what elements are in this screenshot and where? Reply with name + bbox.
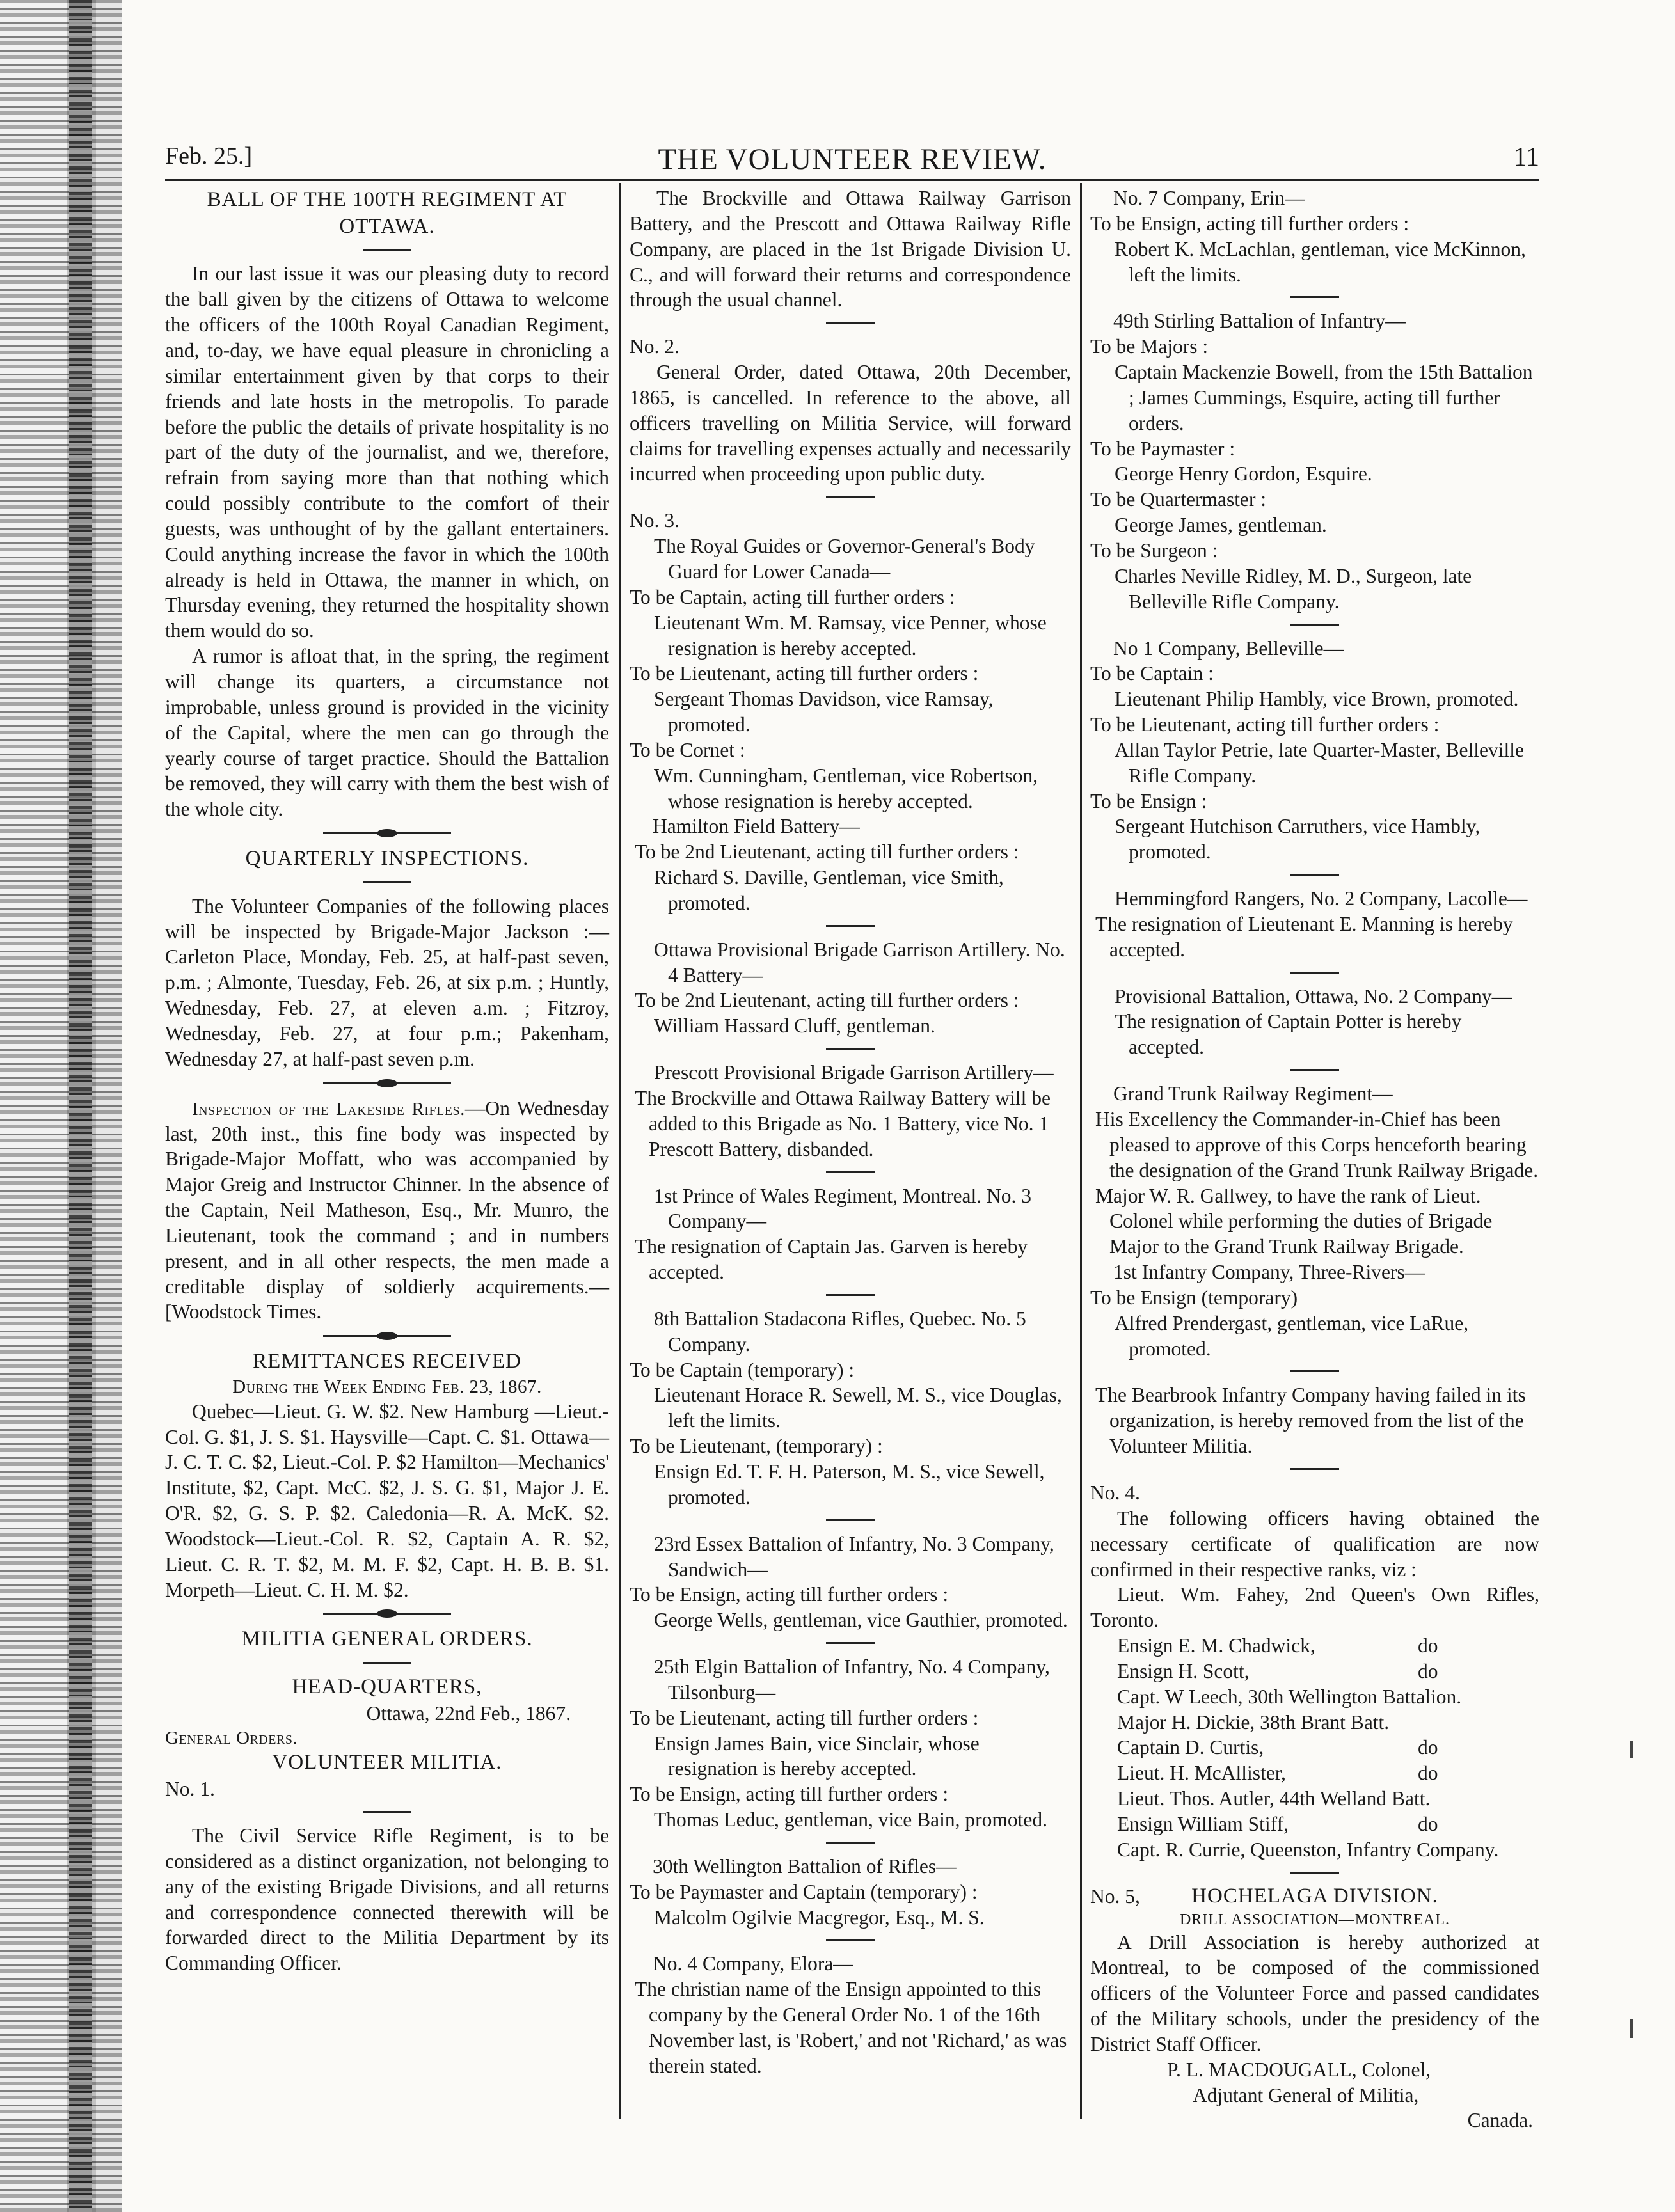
separator <box>1290 1872 1339 1874</box>
quarterly-heading: QUARTERLY INSPECTIONS. <box>245 847 529 871</box>
appointee: George James, gentleman. <box>1115 514 1327 537</box>
signature-name: P. L. MACDOUGALL, Colonel, <box>1167 2058 1431 2081</box>
hochelaga-heading: HOCHELAGA DIVISION. <box>1191 1884 1438 1908</box>
ornament-rule <box>323 1082 451 1084</box>
header-rule <box>165 179 1539 181</box>
appointee: Robert K. McLachlan, gentleman, vice McKinnon, left the limits. <box>1115 237 1526 286</box>
appointee: Richard S. Daville, Gentleman, vice Smith, promoted. <box>654 866 1004 914</box>
separator <box>1290 624 1339 626</box>
separator <box>826 322 875 324</box>
issue-date: Feb. 25.] <box>165 143 253 170</box>
order-text: His Excellency the Commander-in-Chief has been pleased to approve of this Corps henceforth bearing the designation of the Grand Trunk Railway Brigade. <box>1095 1108 1539 1181</box>
order-number: No. 1. <box>165 1778 215 1801</box>
unit-title: Hamilton Field Battery— <box>653 815 860 838</box>
separator <box>363 1811 411 1813</box>
appointment: To be Lieutenant, acting till further orders : <box>1090 713 1440 736</box>
unit-title: Ottawa Provisional Brigade Garrison Artillery. No. 4 Battery— <box>654 938 1065 986</box>
appointment: To be Lieutenant, (temporary) : <box>630 1435 883 1458</box>
separator <box>1290 972 1339 974</box>
ornament-rule <box>323 832 451 834</box>
appointment: To be Lieutenant, acting till further orders : <box>630 1706 979 1729</box>
separator <box>826 1519 875 1521</box>
appointee: Captain Mackenzie Bowell, from the 15th Battalion ; James Cummings, Esquire, acting till further orders. <box>1115 361 1533 434</box>
officer-row <box>1090 1659 1539 1684</box>
separator <box>1290 874 1339 876</box>
ditto-mark: do <box>1418 1762 1438 1785</box>
separator <box>826 1939 875 1941</box>
appointment: To be Lieutenant, acting till further orders : <box>630 662 979 685</box>
binding-edge <box>0 0 122 2212</box>
officer-name: Captain D. Curtis, <box>1117 1736 1264 1759</box>
order-text: The Brockville and Ottawa Railway Battery will be added to this Brigade as No. 1 Battery, vice No. 1 Prescott Battery, disbanded. <box>635 1087 1051 1160</box>
appointee: Thomas Leduc, gentleman, vice Bain, promoted. <box>654 1808 1047 1831</box>
appointment: To be Surgeon : <box>1090 539 1218 562</box>
separator <box>1290 1370 1339 1372</box>
unit-title: Prescott Provisional Brigade Garrison Artillery— <box>654 1061 1054 1084</box>
appointment: To be Paymaster and Captain (temporary) : <box>630 1880 978 1903</box>
unit-title: 1st Prince of Wales Regiment, Montreal. No. 3 Company— <box>654 1184 1032 1233</box>
separator <box>826 1842 875 1844</box>
appointment: To be Quartermaster : <box>1090 488 1267 511</box>
officer-name: Ensign H. Scott, <box>1117 1659 1250 1682</box>
column-1 <box>165 186 609 1976</box>
officer-row <box>1090 1812 1539 1837</box>
appointment: To be Captain : <box>1090 662 1214 685</box>
order-number: No. 2. <box>630 335 679 358</box>
unit-title: No 1 Company, Belleville— <box>1113 636 1344 660</box>
appointee: Lieutenant Horace R. Sewell, M. S., vice Douglas, left the limits. <box>654 1384 1062 1432</box>
officer-entry: Lieut. Wm. Fahey, 2nd Queen's Own Rifles, Toronto. <box>1090 1583 1539 1632</box>
order-text: The Brockville and Ottawa Railway Garrison Battery, and the Prescott and Ottawa Railway Rifle Company, are placed in the 1st Brigade Division U. C., and will forward their returns and correspondence through the usual channel. <box>630 187 1071 312</box>
appointment: To be Ensign, acting till further orders : <box>630 1583 949 1606</box>
appointment: To be Cornet : <box>630 738 745 761</box>
ornament-rule <box>323 1613 451 1615</box>
remittances-list: Quebec—Lieut. G. W. $2. New Hamburg —Lieut.-Col. G. $1, J. S. $1. Haysville—Capt. C. $1. Ottawa—J. C. T. C. $2, Lieut.-Col. P. $2 Hamilton—Mechanics' Institute, $2, Capt. McC. $2, J. S. G. $1, Major J. E. O'R. $2, G. S. P. $2. Caledonia—R. A. McK. $2. Woodstock—Lieut.-Col. R. $2, Captain A. R. $2, Lieut. C. R. T. $2, M. M. F. $2, Capt. H. B. B. $1. Morpeth—Lieut. C. H. M. $2. <box>165 1400 609 1601</box>
page-number: 11 <box>1513 143 1539 172</box>
separator <box>1290 296 1339 298</box>
unit-title: Hemmingford Rangers, No. 2 Company, Lacolle— <box>1115 887 1528 910</box>
hq-heading: HEAD-QUARTERS, <box>292 1675 482 1699</box>
column-rule-1 <box>619 183 621 2119</box>
officer-row <box>1090 1786 1539 1812</box>
separator <box>363 881 411 883</box>
ball-paragraph: A rumor is afloat that, in the spring, the regiment will change its quarters, a circumstance not improbable, unless ground is provided in the vicinity of the Capital, where the men can go through the yearly course of target practice. Should the Battalion be removed, they will carry with them the best wish of the whole city. <box>165 645 609 821</box>
officer-name: Major H. Dickie, 38th Brant Batt. <box>1117 1710 1390 1734</box>
hochelaga-subheading: DRILL ASSOCIATION—MONTREAL. <box>1179 1911 1450 1929</box>
appointee: Sergeant Thomas Davidson, vice Ramsay, promoted. <box>654 688 994 736</box>
separator <box>826 496 875 498</box>
appointee: Sergeant Hutchison Carruthers, vice Hambly, promoted. <box>1115 815 1481 864</box>
orders-heading: MILITIA GENERAL ORDERS. <box>241 1627 533 1651</box>
order-number: No. 4. <box>1090 1481 1140 1504</box>
appointee: Allan Taylor Petrie, late Quarter-Master, Belleville Rifle Company. <box>1115 738 1524 787</box>
quarterly-paragraph: The Volunteer Companies of the following places will be inspected by Brigade-Major Jackson :—Carleton Place, Monday, Feb. 25, at half-past seven, p.m. ; Almonte, Tuesday, Feb. 26, at six p.m. ; Huntly, Wednesday, Feb. 27, at eleven a.m. ; Fitzroy, Wednesday, Feb. 27, at four p.m.; Pakenham, Wednesday 27, at half-past seven p.m. <box>165 894 609 1070</box>
unit-title: 49th Stirling Battalion of Infantry— <box>1113 310 1406 333</box>
ditto-mark: do <box>1418 1634 1438 1657</box>
unit-title: No. 7 Company, Erin— <box>1113 187 1305 209</box>
signature-title: Adjutant General of Militia, <box>1193 2083 1419 2106</box>
order-text: The Civil Service Rifle Regiment, is to be considered as a distinct organization, not belonging to any of the existing Brigade Divisions, and all returns and correspondence connected therewith will be forwarded direct to the Militia Department by its Commanding Officer. <box>165 1824 609 1975</box>
officer-name: Ensign William Stiff, <box>1117 1812 1289 1835</box>
newspaper-title: THE VOLUNTEER REVIEW. <box>658 143 1047 176</box>
ditto-mark: do <box>1418 1736 1438 1759</box>
unit-title: The Royal Guides or Governor-General's Body Guard for Lower Canada— <box>654 535 1035 583</box>
lakeside-lead: Inspection of the Lakeside Rifles. <box>192 1098 465 1119</box>
officer-row <box>1090 1760 1539 1786</box>
column-3 <box>1090 186 1539 2133</box>
officer-name: Capt. W Leech, 30th Wellington Battalion. <box>1117 1685 1462 1708</box>
unit-title: No. 4 Company, Elora— <box>653 1952 853 1975</box>
lakeside-text: —On Wednesday last, 20th inst., this fine body was inspected by Brigade-Major Moffatt, who was accompanied by Major Greig and Instructor Chinner. In the absence of the Captain, Neil Matheson, Esq., Mr. Munro, the Lieutenant, took the command ; and in numbers present, and in all other respects, the men made a creditable display of soldierly acquirements.—[Woodstock Times. <box>165 1096 609 1323</box>
appointment: To be Majors : <box>1090 335 1209 358</box>
appointee: Ensign James Bain, vice Sinclair, whose resignation is hereby accepted. <box>654 1732 980 1780</box>
order-text: The christian name of the Ensign appointed to this company by the General Order No. 1 of the 16th November last, is 'Robert,' and not 'Richard,' as was therein stated. <box>635 1978 1067 2077</box>
appointment: To be Paymaster : <box>1090 437 1235 460</box>
officer-row <box>1090 1633 1539 1659</box>
order-text: The following officers having obtained the necessary certificate of qualification are now confirmed in their respective ranks, viz : <box>1090 1506 1539 1581</box>
separator <box>363 1662 411 1664</box>
officer-name: Lieut. Thos. Autler, 44th Welland Batt. <box>1117 1787 1431 1810</box>
officer-row <box>1090 1735 1539 1760</box>
volunteer-militia-heading: VOLUNTEER MILITIA. <box>272 1751 502 1774</box>
unit-title: 1st Infantry Company, Three-Rivers— <box>1113 1261 1425 1284</box>
appointee: William Hassard Cluff, gentleman. <box>654 1015 935 1038</box>
ball-heading: BALL OF THE 100TH REGIMENT AT OTTAWA. <box>207 188 568 238</box>
separator <box>363 249 411 251</box>
appointee: Malcolm Ogilvie Macgregor, Esq., M. S. <box>654 1906 985 1929</box>
page-header <box>165 142 1539 180</box>
margin-mark <box>1630 1741 1633 1758</box>
officer-list <box>1090 1633 1539 1837</box>
separator <box>826 925 875 927</box>
general-orders-label: General Orders. <box>165 1727 298 1748</box>
hq-date: Ottawa, 22nd Feb., 1867. <box>366 1702 571 1725</box>
column-2 <box>630 186 1071 2079</box>
separator <box>826 1642 875 1644</box>
separator <box>1290 1069 1339 1071</box>
appointee: Charles Neville Ridley, M. D., Surgeon, late Belleville Rifle Company. <box>1115 564 1472 613</box>
officer-row <box>1090 1710 1539 1735</box>
margin-mark <box>1630 2019 1633 2038</box>
ball-paragraph: In our last issue it was our pleasing duty to record the ball given by the citizens of Ottawa to welcome the officers of the 100th Royal Canadian Regiment, and, to-day, we have equal pleasure in chronicling a similar entertainment given by that corps to their friends and late hosts in the metropolis. To parade before the public the details of private hospitality is no part of the duty of the journalist, and we, therefore, refrain from saying more than that nothing which could possibly contribute to the comfort of their guests, was unthought of by the gallant entertainers. Could anything increase the favor in which the 100th already is held in Ottawa, the manner in which, on Thursday evening, they returned the hospitality shown them would do so. <box>165 262 609 642</box>
unit-title: Grand Trunk Railway Regiment— <box>1113 1082 1393 1105</box>
separator <box>826 1294 875 1296</box>
order-text: The resignation of Captain Jas. Garven is hereby accepted. <box>635 1235 1028 1284</box>
ditto-mark: do <box>1418 1812 1438 1835</box>
officer-name: Lieut. H. McAllister, <box>1117 1762 1286 1785</box>
appointee: Lieutenant Wm. M. Ramsay, vice Penner, whose resignation is hereby accepted. <box>654 611 1047 660</box>
unit-title: 25th Elgin Battalion of Infantry, No. 4 Company, Tilsonburg— <box>654 1655 1050 1703</box>
appointment: To be 2nd Lieutenant, acting till further orders : <box>635 841 1019 864</box>
separator <box>826 1048 875 1050</box>
appointee: George Wells, gentleman, vice Gauthier, promoted. <box>654 1609 1068 1632</box>
appointee: Alfred Prendergast, gentleman, vice LaRue, promoted. <box>1115 1311 1469 1360</box>
ditto-mark: do <box>1418 1659 1438 1682</box>
officer-row <box>1090 1684 1539 1710</box>
remittances-heading: REMITTANCES RECEIVED <box>253 1350 521 1373</box>
order-text: The resignation of Captain Potter is hereby accepted. <box>1115 1010 1462 1059</box>
unit-title: 23rd Essex Battalion of Infantry, No. 3 Company, Sandwich— <box>654 1532 1054 1581</box>
appointee: George Henry Gordon, Esquire. <box>1115 462 1372 486</box>
order-text: The resignation of Lieutenant E. Manning is hereby accepted. <box>1095 912 1513 961</box>
unit-title: 8th Battalion Stadacona Rifles, Quebec. No. 5 Company. <box>654 1307 1026 1355</box>
order-text: A Drill Association is hereby authorized at Montreal, to be composed of the commissioned officers of the Volunteer Force and passed candidates of the Military schools, under the presidency of the District Staff Officer. <box>1090 1931 1539 2055</box>
separator <box>1290 1468 1339 1470</box>
appointee: Wm. Cunningham, Gentleman, vice Robertson, whose resignation is hereby accepted. <box>654 764 1038 812</box>
officer-entry: Capt. R. Currie, Queenston, Infantry Company. <box>1117 1838 1499 1861</box>
appointment: To be Ensign (temporary) <box>1090 1286 1298 1309</box>
order-text: General Order, dated Ottawa, 20th December, 1865, is cancelled. In reference to the above, all officers travelling on Militia Service, will forward claims for travelling expenses actually and necessarily incurred when proceeding upon public duty. <box>630 361 1071 486</box>
appointment: To be 2nd Lieutenant, acting till further orders : <box>635 989 1019 1012</box>
unit-title: 30th Wellington Battalion of Rifles— <box>653 1854 957 1877</box>
order-text: The Bearbrook Infantry Company having failed in its organization, is hereby removed from the list of the Volunteer Militia. <box>1095 1384 1526 1458</box>
appointment: To be Captain (temporary) : <box>630 1358 855 1381</box>
appointment: To be Ensign, acting till further orders : <box>630 1783 949 1806</box>
appointment: To be Ensign : <box>1090 789 1207 812</box>
order-number: No. 5, <box>1090 1884 1140 1908</box>
order-number: No. 3. <box>630 509 679 532</box>
remittances-subheading: During the Week Ending Feb. 23, 1867. <box>232 1377 542 1397</box>
appointment: To be Captain, acting till further orders : <box>630 585 955 608</box>
appointee: Ensign Ed. T. F. H. Paterson, M. S., vice Sewell, promoted. <box>654 1460 1045 1508</box>
ornament-rule <box>323 1335 451 1337</box>
signature-place: Canada. <box>1467 2109 1533 2132</box>
lakeside-paragraph <box>165 1096 609 1325</box>
separator <box>826 1171 875 1173</box>
column-rule-2 <box>1080 183 1082 2119</box>
unit-title: Provisional Battalion, Ottawa, No. 2 Company— <box>1115 984 1512 1007</box>
appointment: To be Ensign, acting till further orders : <box>1090 212 1409 235</box>
appointee: Lieutenant Philip Hambly, vice Brown, promoted. <box>1115 688 1519 711</box>
officer-name: Ensign E. M. Chadwick, <box>1117 1634 1315 1657</box>
order-text: Major W. R. Gallwey, to have the rank of Lieut. Colonel while performing the duties of Brigade Major to the Grand Trunk Railway Brigade. <box>1095 1184 1493 1258</box>
